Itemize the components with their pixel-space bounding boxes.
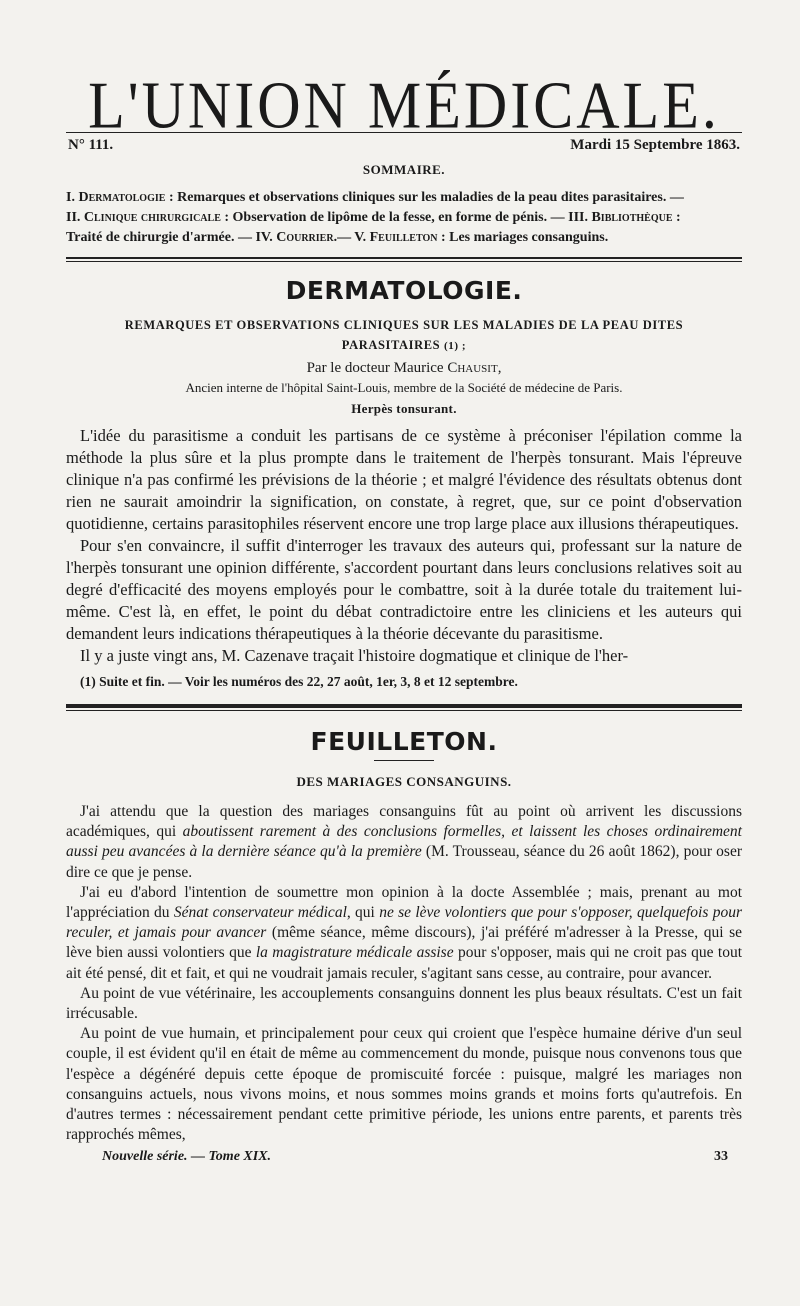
page-number: 33 [714, 1149, 728, 1165]
rule [66, 704, 742, 708]
text-run: pour s'opposer, mais qui ne croit pas que tout ait été pensé, dit et fait, et qui ne voudrait jamais reculer, s'agitant sans cesse, au contraire, pour avancer. [66, 944, 743, 982]
sommaire-text: : Remarques et observations cliniques sur les maladies de la peau dites parasitaires. — [165, 190, 684, 205]
section-title-dermatologie: DERMATOLOGIE. [285, 276, 523, 305]
feuilleton-body [66, 802, 742, 1145]
sommaire-num: I. [66, 190, 79, 205]
rule [66, 710, 742, 711]
sommaire-text: .— V. [333, 230, 370, 245]
sommaire-label-courrier: Courrier [276, 230, 334, 245]
sommaire-label-dermatologie: Dermatologie [78, 190, 166, 205]
page-footer [66, 1149, 742, 1165]
article-title-line-2 [66, 335, 742, 356]
italic-run: ne se lève volontiers que pour s'opposer, quelquefois pour reculer, et jamais pour avancer [66, 904, 742, 942]
title-underline [374, 760, 434, 761]
rule [66, 261, 742, 262]
byline-text: , [497, 360, 502, 376]
article-title-line-1: REMARQUES ET OBSERVATIONS CLINIQUES SUR LES MALADIES DE LA PEAU DITES [124, 318, 684, 332]
sommaire-label-clinique: Clinique chirurgicale [83, 210, 221, 225]
sommaire-text: Traité de chirurgie d'armée. — IV. [66, 230, 277, 245]
paragraph: Au point de vue humain, et principalement pour ceux qui croient que l'espèce humaine dérive d'un seul couple, il est évident qu'il en était de même au commencement du monde, puisque nous convenons tous que l'espèce a dégénéré depuis cette époque de promiscuité forcée : puisque, malgré les mariages non consanguins actuels, nous vivons moins, et nous sommes moins grands et moins forts qu'autrefois. En d'autres termes : nécessairement pendant cette primitive période, les unions entre parents, et parents très rapprochés mêmes, [66, 1025, 742, 1144]
article-title-text: PARASITAIRES [341, 338, 441, 352]
sommaire-text: : Observation de lipôme de la fesse, en forme de pénis. — III. [220, 210, 592, 225]
footnote: (1) Suite et fin. — Voir les numéros des 22, 27 août, 1er, 3, 8 et 12 septembre. [80, 674, 518, 689]
article-title [66, 315, 742, 356]
sommaire-title: SOMMAIRE. [362, 162, 446, 177]
sommaire-line-3 [66, 228, 742, 248]
feuilleton-subtitle: DES MARIAGES CONSANGUINS. [296, 774, 512, 789]
byline [66, 360, 742, 377]
text-run: (M. Trousseau, séance du 26 août 1862), pour oser dire ce que je pense. [66, 843, 742, 881]
paragraph: L'idée du parasitisme a conduit les partisans de ce système à préconiser l'épilation comme la méthode la plus sûre et la plus prompte dans le traitement de l'herpès tonsurant. Mais l'épreuve clinique n'a pas confirmé les prévisions de la théorie ; et malgré l'évidence des résultats obtenus dont rien ne saurait amoindrir la signification, on constate, à regret, que, sur ce point d'observation quotidienne, certains parasitophiles réservent encore une trop large place aux illusions thérapeutiques. [66, 426, 742, 533]
article-subhead: Herpès tonsurant. [351, 401, 457, 416]
rule [66, 257, 742, 259]
text-run: (même séance, même discours), j'ai préféré m'adresser à la Presse, qui se lève bien aussi volontiers que [66, 924, 742, 962]
footnote-ref: (1) ; [443, 340, 467, 352]
series-volume: Nouvelle série. — Tome XIX. [102, 1149, 272, 1165]
sommaire-rule [66, 257, 742, 262]
sommaire [66, 188, 742, 248]
issue-number: N° 111. [68, 137, 114, 153]
sommaire-text: : Les mariages consanguins. [437, 230, 609, 245]
text-run: J'ai attendu que la question des mariages consanguins fût au point où arrivent les discussions académiques, qui [66, 803, 742, 841]
section-separator [66, 704, 742, 711]
article-body [66, 425, 742, 667]
italic-run: la magistrature médicale assise [255, 944, 454, 962]
issue-date: Mardi 15 Septembre 1863. [570, 137, 740, 153]
paragraph: Au point de vue vétérinaire, les accouplements consanguins donnent les plus beaux résultats. C'est un fait irrécusable. [66, 984, 742, 1023]
sommaire-num: II. [66, 210, 84, 225]
sommaire-text: : [672, 210, 681, 225]
sommaire-line-1 [66, 188, 742, 208]
italic-run: aboutissent rarement à des conclusions formelles, et laissent les choses ordinairement aussi peu avancées à la dernière séance qu'à la première [66, 823, 742, 861]
text-run: J'ai eu d'abord l'intention de soumettre mon opinion à la docte Assemblée ; mais, prenant au mot l'appréciation du [66, 883, 742, 922]
paragraph: Pour s'en convaincre, il suffit d'interroger les travaux des auteurs qui, professant sur la nature de l'herpès tonsurant une opinion différente, s'accordent pourtant dans leurs conclusions relatives soit au degré d'efficacité des moyens employés pour le combattre, soit à la durée totale du traitement lui-même. C'est là, en effet, le point du débat contradictoire entre les cliniciens et les auteurs qui demandent leurs indications thérapeutiques à la théorie décevante du parasitisme. [66, 536, 742, 643]
author-affiliation: Ancien interne de l'hôpital Saint-Louis, membre de la Société de médecine de Paris. [185, 380, 623, 395]
paragraph [66, 883, 742, 984]
sommaire-line-2 [66, 208, 742, 228]
sommaire-label-feuilleton: Feuilleton [369, 230, 438, 245]
italic-run: Sénat conservateur médical [173, 904, 347, 922]
masthead: L'UNION MÉDICALE. [88, 68, 720, 143]
paragraph: Il y a juste vingt ans, M. Cazenave traçait l'histoire dogmatique et clinique de l'her- [80, 646, 629, 665]
paragraph [66, 802, 742, 883]
byline-text: Par le docteur Maurice [306, 360, 448, 376]
sommaire-label-bibliotheque: Bibliothèque [591, 210, 673, 225]
author-name: Chausit [447, 360, 498, 376]
text-run: , qui [346, 904, 380, 922]
section-title-feuilleton: FEUILLETON. [310, 727, 498, 756]
